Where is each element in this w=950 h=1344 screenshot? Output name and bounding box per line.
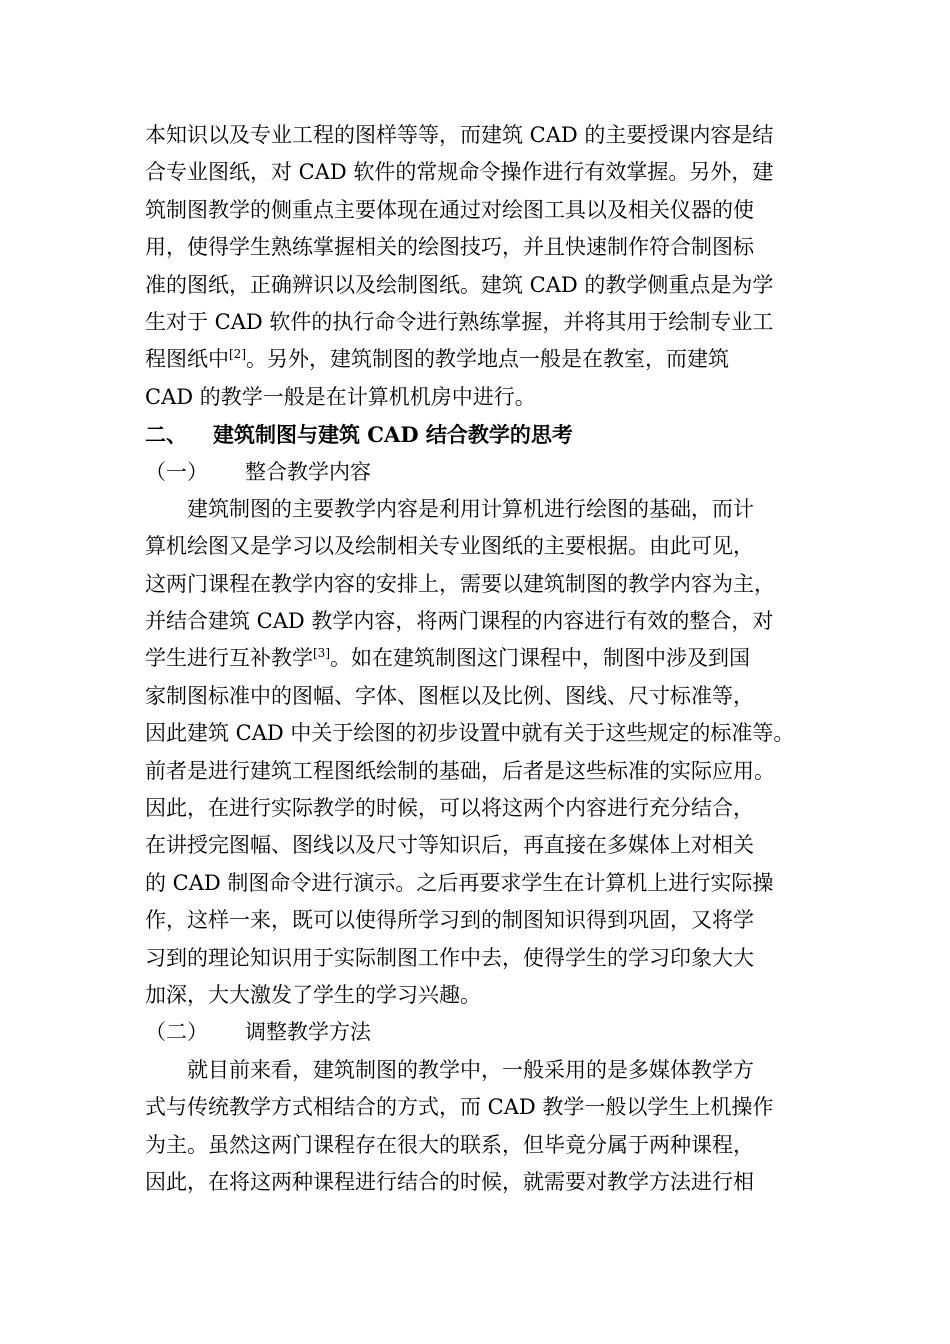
text-line: 这两门课程在教学内容的安排上，需要以建筑制图的教学内容为主， <box>145 571 775 596</box>
section-number: 二、 <box>145 422 187 448</box>
text-segment: 。另外，建筑制图的教学地点一般是在教室，而建筑 <box>246 347 729 372</box>
text-line: 筑制图教学的侧重点主要体现在通过对绘图工具以及相关仪器的使 <box>145 197 754 222</box>
text-line: 就目前来看，建筑制图的教学中，一般采用的是多媒体教学方 <box>187 1057 754 1082</box>
text-segment: 学生进行互补教学 <box>145 646 313 671</box>
text-line: 合专业图纸，对 CAD 软件的常规命令操作进行有效掌握。另外，建 <box>145 160 774 185</box>
text-line: 家制图标准中的图幅、字体、图框以及比例、图线、尺寸标准等， <box>145 683 754 708</box>
citation-ref: [3] <box>313 646 330 661</box>
subsection-number: （二） <box>145 1020 208 1045</box>
text-line: 习到的理论知识用于实际制图工作中去，使得学生的学习印象大大 <box>145 945 754 970</box>
text-segment: 程图纸中 <box>145 347 229 372</box>
text-line: 前者是进行建筑工程图纸绘制的基础，后者是这些标准的实际应用。 <box>145 758 775 783</box>
text-line: 作，这样一来，既可以使得所学习到的制图知识得到巩固，又将学 <box>145 908 754 933</box>
text-line: 并结合建筑 CAD 教学内容，将两门课程的内容进行有效的整合，对 <box>145 609 774 634</box>
subsection-title: 调整教学方法 <box>245 1020 371 1045</box>
text-line <box>145 640 810 677</box>
text-line: 的 CAD 制图命令进行演示。之后再要求学生在计算机上进行实际操 <box>145 870 774 895</box>
text-line: 因此，在进行实际教学的时候，可以将这两个内容进行充分结合， <box>145 796 754 821</box>
text-line: 加深，大大激发了学生的学习兴趣。 <box>145 982 481 1007</box>
subsection-heading <box>145 1014 810 1051</box>
text-line: 因此，在将这两种课程进行结合的时候，就需要对教学方法进行相 <box>145 1169 754 1194</box>
text-line: 算机绘图又是学习以及绘制相关专业图纸的主要根据。由此可见， <box>145 534 754 559</box>
citation-ref: [2] <box>229 347 246 362</box>
subsection-number: （一） <box>145 459 208 484</box>
subsection-heading <box>145 454 810 491</box>
text-line: 式与传统教学方式相结合的方式，而 CAD 教学一般以学生上机操作 <box>145 1095 774 1120</box>
subsection-title: 整合教学内容 <box>245 459 371 484</box>
section-heading <box>145 416 810 453</box>
paragraph-3 <box>145 1052 810 1202</box>
paragraph-2 <box>145 491 810 1014</box>
text-segment: 。如在建筑制图这门课程中，制图中涉及到国 <box>330 646 750 671</box>
text-line: 为主。虽然这两门课程存在很大的联系，但毕竟分属于两种课程， <box>145 1132 754 1157</box>
text-line: 因此建筑 CAD 中关于绘图的初步设置中就有关于这些规定的标准等。 <box>145 721 795 746</box>
document-page <box>145 117 810 1201</box>
text-line: 本知识以及专业工程的图样等等，而建筑 CAD 的主要授课内容是结 <box>145 123 774 147</box>
text-line: CAD 的教学一般是在计算机机房中进行。 <box>145 384 536 409</box>
text-line: 建筑制图的主要教学内容是利用计算机进行绘图的基础，而计 <box>187 496 754 521</box>
text-line: 准的图纸，正确辨识以及绘制图纸。建筑 CAD 的教学侧重点是为学 <box>145 272 774 297</box>
text-line <box>145 341 810 378</box>
section-title: 建筑制图与建筑 CAD 结合教学的思考 <box>213 422 573 448</box>
text-line: 用，使得学生熟练掌握相关的绘图技巧，并且快速制作符合制图标 <box>145 235 754 260</box>
text-line: 生对于 CAD 软件的执行命令进行熟练掌握，并将其用于绘制专业工 <box>145 309 774 334</box>
text-line: 在讲授完图幅、图线以及尺寸等知识后，再直接在多媒体上对相关 <box>145 833 754 858</box>
paragraph-1 <box>145 117 810 416</box>
